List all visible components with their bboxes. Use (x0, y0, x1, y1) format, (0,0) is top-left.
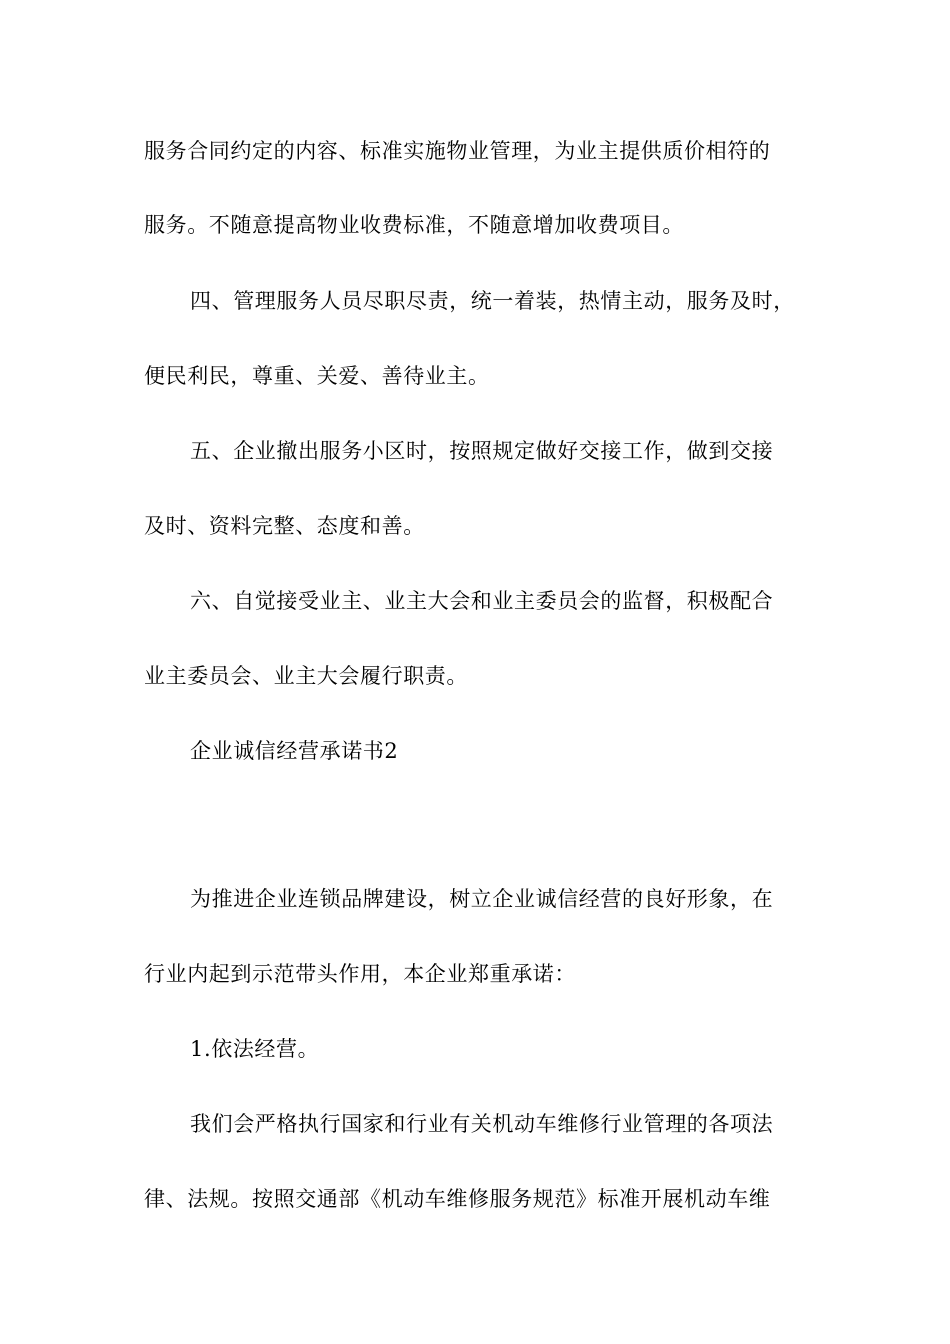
paragraph-line: 便民利民，尊重、关爱、善待业主。 (144, 364, 490, 388)
paragraph-line: 业主委员会、业主大会履行职责。 (144, 664, 468, 688)
paragraph-line: 服务。不随意提高物业收费标准，不随意增加收费项目。 (144, 213, 684, 237)
paragraph-line: 服务合同约定的内容、标准实施物业管理，为业主提供质价相符的 (144, 139, 771, 163)
paragraph-line: 为推进企业连锁品牌建设，树立企业诚信经营的良好形象，在 (190, 887, 774, 911)
paragraph-line: 及时、资料完整、态度和善。 (144, 514, 425, 538)
paragraph-line: 行业内起到示范带头作用，本企业郑重承诺： (144, 962, 576, 986)
paragraph-line: 律、法规。按照交通部《机动车维修服务规范》标准开展机动车维 (144, 1187, 771, 1211)
paragraph-line: 我们会严格执行国家和行业有关机动车维修行业管理的各项法 (190, 1112, 774, 1136)
paragraph-line: 五、企业撤出服务小区时，按照规定做好交接工作，做到交接 (190, 439, 774, 463)
list-item-heading: 1.依法经营。 (190, 1037, 320, 1061)
section-heading: 企业诚信经营承诺书2 (190, 739, 399, 763)
paragraph-line: 六、自觉接受业主、业主大会和业主委员会的监督，积极配合 (190, 589, 774, 613)
paragraph-line: 四、管理服务人员尽职尽责，统一着装，热情主动，服务及时， (190, 289, 795, 313)
